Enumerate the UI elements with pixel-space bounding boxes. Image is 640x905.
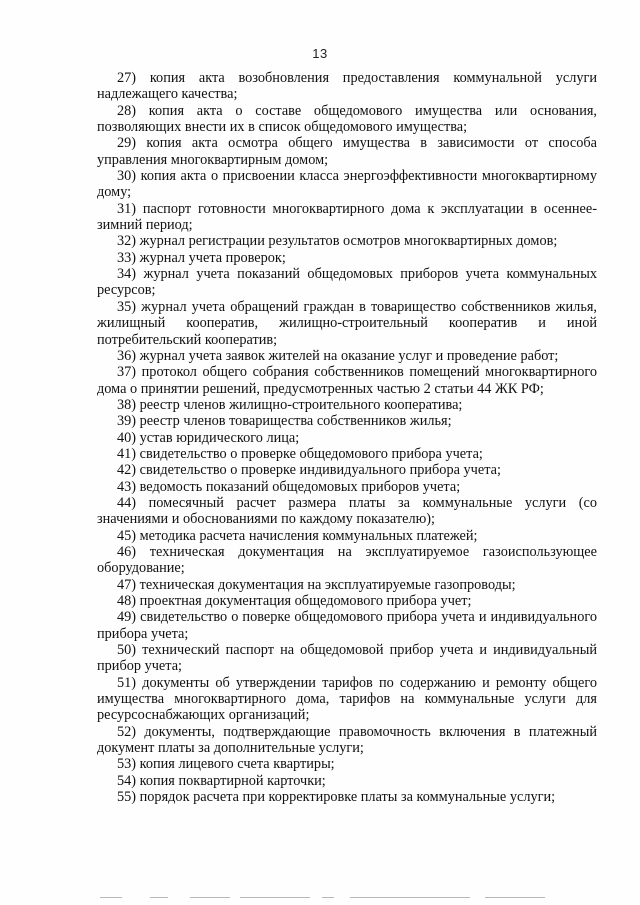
list-item: 49) свидетельство о поверке общедомового прибора учета и индивидуального прибора учета; — [97, 609, 597, 642]
list-item: 55) порядок расчета при корректировке платы за коммунальные услуги; — [117, 789, 556, 806]
list-item: 33) журнал учета проверок; — [117, 249, 286, 266]
list-item: 44) помесячный расчет размера платы за коммунальные услуги (со значениями и обоснованиями по каждому показателю); — [97, 494, 597, 528]
list-item: 51) документы об утверждении тарифов по содержанию и ремонту общего имущества многоквартирного дома, тарифов на коммунальные услуги для ресурсоснабжающих организаций; — [97, 674, 597, 724]
list-item: 47) техническая документация на эксплуатируемые газопроводы; — [117, 576, 516, 593]
page-number: 13 — [312, 46, 328, 61]
list-item: 32) журнал регистрации результатов осмотров многоквартирных домов; — [117, 233, 558, 250]
scan-edge-artifact — [90, 895, 560, 901]
list-item: 38) реестр членов жилищно-строительного кооператива; — [117, 396, 463, 413]
list-item: 43) ведомость показаний общедомовых приборов учета; — [117, 478, 461, 495]
list-item: 39) реестр членов товарищества собственников жилья; — [117, 413, 452, 430]
list-item: 52) документы, подтверждающие правомочность включения в платежный документ платы за дополнительные услуги; — [97, 723, 597, 757]
list-item: 42) свидетельство о проверке индивидуального прибора учета; — [117, 462, 501, 479]
document-list — [97, 70, 597, 805]
list-item: 35) журнал учета обращений граждан в товарищество собственников жилья, жилищный кооператив, жилищно-строительный кооператив и иной потребительский кооператив; — [97, 298, 597, 348]
list-item: 41) свидетельство о проверке общедомового прибора учета; — [117, 445, 483, 462]
list-item: 29) копия акта осмотра общего имущества в зависимости от способа управления многоквартирным домом; — [97, 135, 597, 168]
list-item: 48) проектная документация общедомового прибора учет; — [117, 593, 472, 609]
list-item: 36) журнал учета заявок жителей на оказание услуг и проведение работ; — [117, 347, 559, 364]
list-item: 53) копия лицевого счета квартиры; — [117, 756, 335, 773]
list-item: 40) устав юридического лица; — [117, 429, 300, 446]
list-item: 30) копия акта о присвоении класса энергоэффективности многоквартирному дому; — [97, 168, 597, 201]
list-item: 45) методика расчета начисления коммунальных платежей; — [117, 527, 478, 544]
list-item: 37) протокол общего собрания собственников помещений многоквартирного дома о принятии решений, предусмотренных частью 2 статьи 44 ЖК РФ; — [97, 364, 597, 397]
list-item: 31) паспорт готовности многоквартирного дома к эксплуатации в осеннее-зимний период; — [97, 200, 597, 234]
list-item: 34) журнал учета показаний общедомовых приборов учета коммунальных ресурсов; — [97, 266, 597, 299]
list-item: 28) копия акта о составе общедомового имущества или основания, позволяющих внести их в список общедомового имущества; — [97, 102, 597, 136]
list-item: 46) техническая документация на эксплуатируемое газоиспользующее оборудование; — [97, 543, 597, 577]
list-item: 54) копия поквартирной карточки; — [117, 772, 326, 789]
list-item: 50) технический паспорт на общедомовой прибор учета и индивидуальный прибор учета; — [97, 642, 597, 675]
list-item: 27) копия акта возобновления предоставления коммунальной услуги надлежащего качества; — [97, 70, 597, 103]
